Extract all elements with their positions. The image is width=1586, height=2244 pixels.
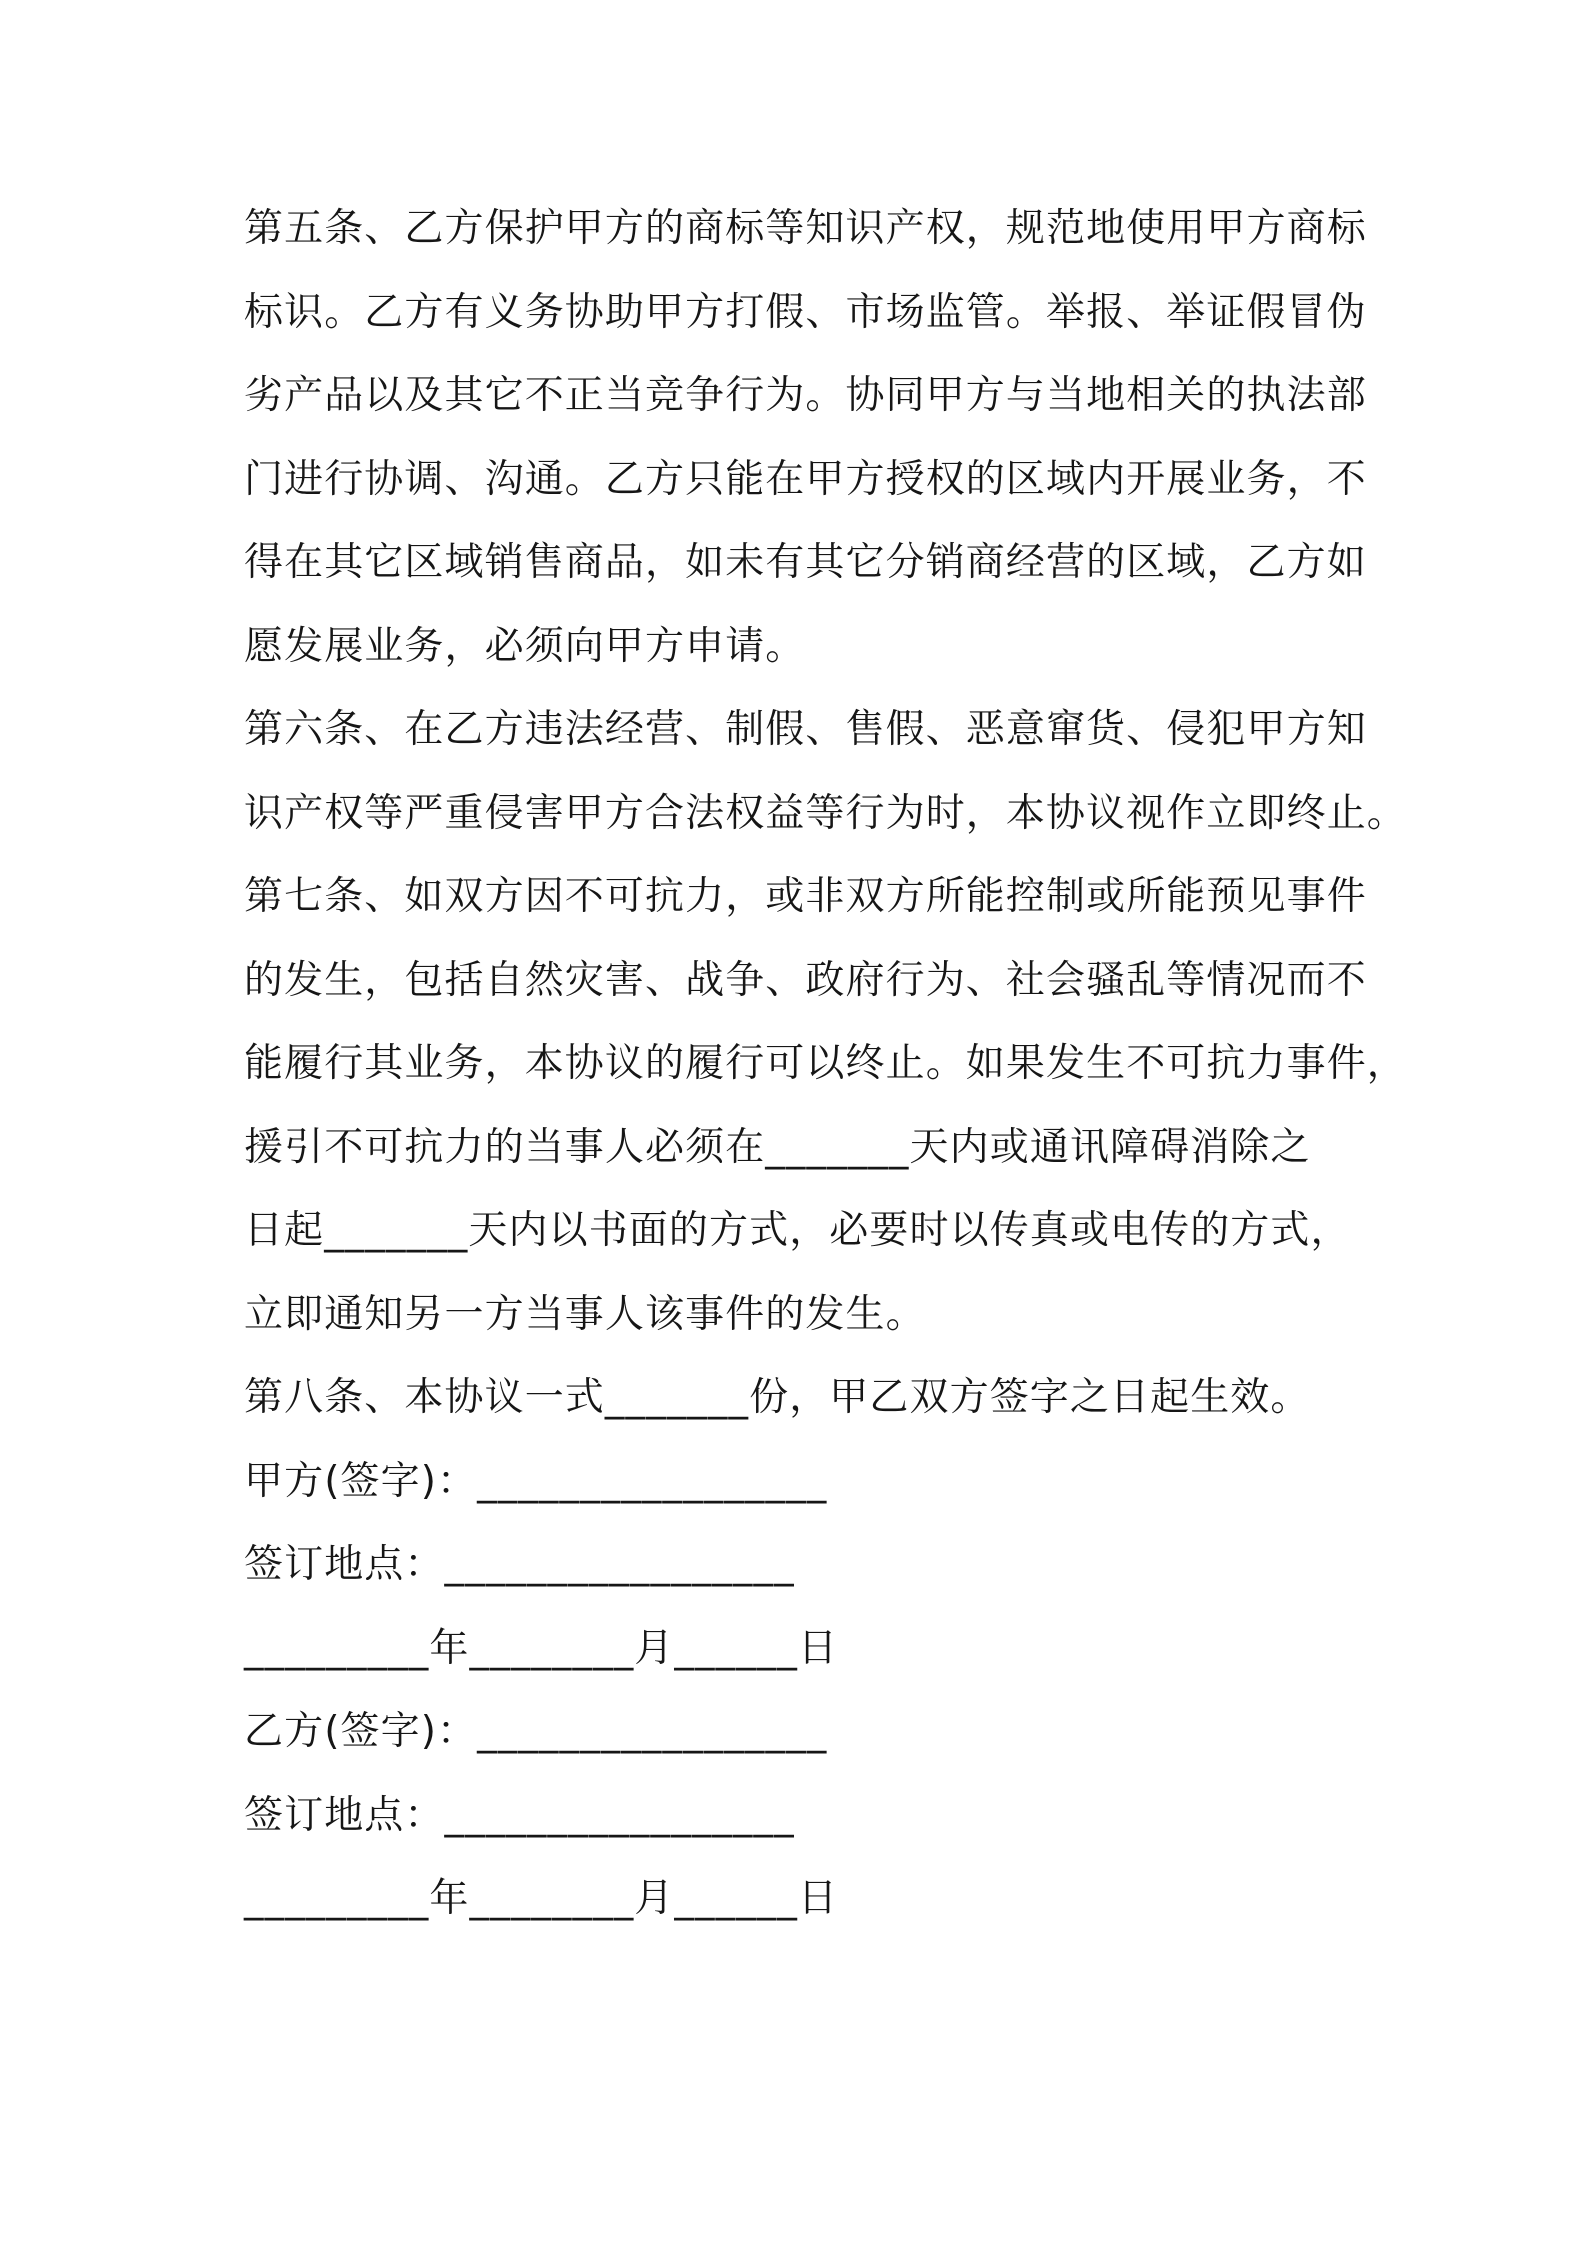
article-8-line: 第八条、本协议一式_______份，甲乙双方签字之日起生效。 [244,1375,1311,1420]
article-7-line-6: 立即通知另一方当事人该事件的发生。 [244,1291,926,1337]
party-a-location-line: 签订地点：_________________ [244,1542,795,1587]
party-b-signature-line: 乙方(签字)：_________________ [244,1709,828,1754]
article-6-line-1: 第六条、在乙方违法经营、制假、售假、恶意窜货、侵犯甲方知 [244,707,1367,752]
article-5-line-1: 第五条、乙方保护甲方的商标等知识产权，规范地使用甲方商标 [244,206,1367,251]
party-b-location-line: 签订地点：_________________ [244,1792,795,1838]
article-7-line-2: 的发生，包括自然灾害、战争、政府行为、社会骚乱等情况而不 [244,957,1367,1003]
article-7-line-1: 第七条、如双方因不可抗力，或非双方所能控制或所能预见事件 [244,874,1367,919]
article-5-line-2: 标识。乙方有义务协助甲方打假、市场监管。举报、举证假冒伪 [244,289,1367,335]
article-5-line-5: 得在其它区域销售商品，如未有其它分销商经营的区域，乙方如 [244,540,1367,585]
article-5-line-4: 门进行协调、沟通。乙方只能在甲方授权的区域内开展业务，不 [244,456,1367,502]
party-a-signature-line: 甲方(签字)：_________________ [244,1458,828,1504]
article-7-line-3: 能履行其业务，本协议的履行可以终止。如果发生不可抗力事件， [244,1041,1407,1086]
party-b-date-line: _________年________月______日 [244,1876,839,1921]
party-a-date-line: _________年________月______日 [244,1625,839,1671]
article-6-line-2: 识产权等严重侵害甲方合法权益等行为时，本协议视作立即终止。 [244,790,1407,836]
article-5-line-3: 劣产品以及其它不正当竞争行为。协同甲方与当地相关的执法部 [244,373,1367,418]
article-5-line-6: 愿发展业务，必须向甲方申请。 [244,623,806,669]
contract-text [244,187,1407,1941]
article-7-line-4: 援引不可抗力的当事人必须在_______天内或通讯障碍消除之 [244,1124,1311,1170]
article-7-line-5: 日起_______天内以书面的方式，必要时以传真或电传的方式， [244,1208,1351,1253]
